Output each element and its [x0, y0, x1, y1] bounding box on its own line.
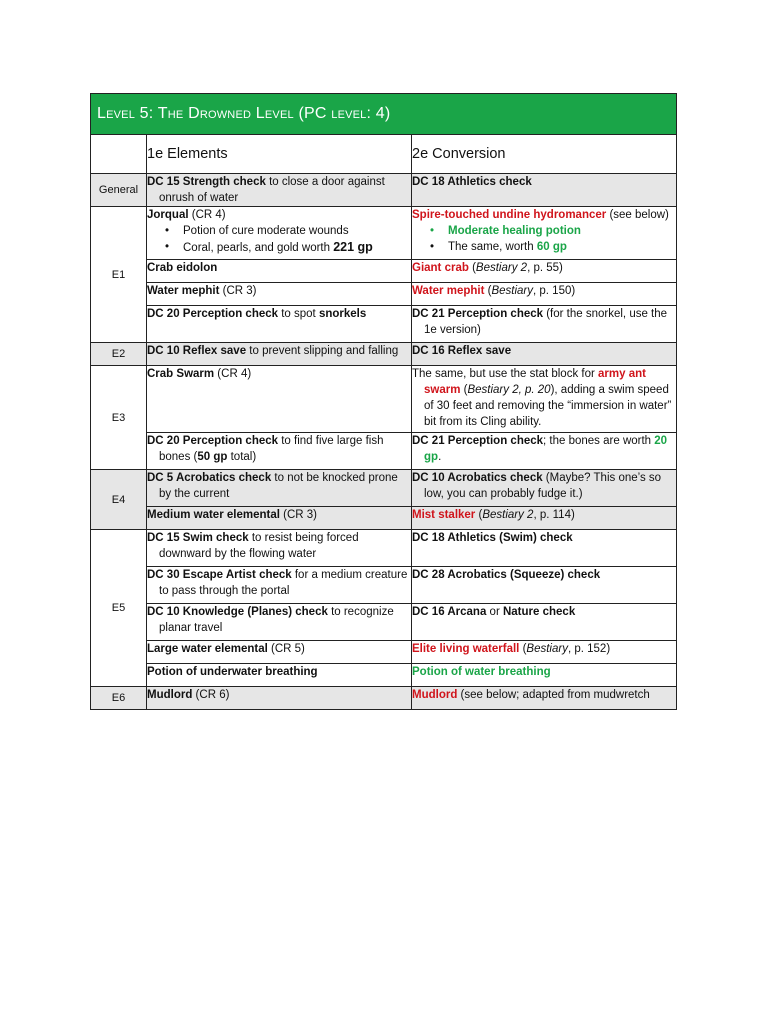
table-row-crab-swarm [91, 366, 677, 433]
cell-1e: Medium water elemental (CR 3) [147, 507, 412, 530]
cell-2e: Spire-touched undine hydromancer (see below) • Moderate healing potion • The same, worth 60 gp [412, 207, 677, 260]
encounter-label: E6 [91, 687, 147, 710]
cell-2e: Water mephit (Bestiary, p. 150) [412, 283, 677, 306]
table-row-breathing [91, 664, 677, 687]
table-row-water-mephit [91, 283, 677, 306]
cell-1e: Crab Swarm (CR 4) [147, 366, 412, 433]
table-row-perception-snorkels [91, 306, 677, 343]
cell-1e: DC 20 Perception check to spot snorkels [147, 306, 412, 343]
table-row-medium-elemental [91, 507, 677, 530]
table-row-general [91, 174, 677, 207]
cell-1e: DC 30 Escape Artist check for a medium creature to pass through the portal [147, 567, 412, 604]
header-blank [91, 135, 147, 174]
table-row-acrobatics [91, 470, 677, 507]
cell-1e: DC 10 Reflex save to prevent slipping and falling [147, 343, 412, 366]
encounter-label: E2 [91, 343, 147, 366]
cell-1e: Crab eidolon [147, 260, 412, 283]
title-row [91, 94, 677, 135]
cell-1e: Jorqual (CR 4) • Potion of cure moderate wounds • Coral, pearls, and gold worth 221 gp [147, 207, 412, 260]
table-row-reflex [91, 343, 677, 366]
cell-1e: Large water elemental (CR 5) [147, 641, 412, 664]
table-row-crab-eidolon [91, 260, 677, 283]
cell-2e: DC 16 Arcana or Nature check [412, 604, 677, 641]
header-1e: 1e Elements [147, 135, 412, 174]
cell-2e: DC 10 Acrobatics check (Maybe? This one’s so low, you can probably fudge it.) [412, 470, 677, 507]
cell-1e: Mudlord (CR 6) [147, 687, 412, 710]
header-2e: 2e Conversion [412, 135, 677, 174]
cell-1e: Water mephit (CR 3) [147, 283, 412, 306]
cell-2e: DC 18 Athletics check [412, 174, 677, 207]
list-item: • Potion of cure moderate wounds [183, 223, 411, 239]
cell-2e: DC 16 Reflex save [412, 343, 677, 366]
cell-2e: DC 28 Acrobatics (Squeeze) check [412, 567, 677, 604]
cell-1e: Potion of underwater breathing [147, 664, 412, 687]
cell-2e: Giant crab (Bestiary 2, p. 55) [412, 260, 677, 283]
encounter-label: E5 [91, 530, 147, 687]
cell-1e: DC 5 Acrobatics check to not be knocked prone by the current [147, 470, 412, 507]
cell-2e: DC 18 Athletics (Swim) check [412, 530, 677, 567]
conversion-table [90, 93, 677, 710]
table-row-large-elemental [91, 641, 677, 664]
cell-2e: Elite living waterfall (Bestiary, p. 152) [412, 641, 677, 664]
cell-2e: Mudlord (see below; adapted from mudwretch [412, 687, 677, 710]
table-row-knowledge [91, 604, 677, 641]
cell-1e: DC 20 Perception check to find five large fish bones (50 gp total) [147, 433, 412, 470]
table-row-fish-bones [91, 433, 677, 470]
table-row-jorqual [91, 207, 677, 260]
list-item: • Moderate healing potion [448, 223, 676, 239]
cell-1e: DC 15 Strength check to close a door against onrush of water [147, 174, 412, 207]
cell-2e: The same, but use the stat block for army ant swarm (Bestiary 2, p. 20), adding a swim speed of 30 feet and removing the “immersion in water” bit from its Cling ability. [412, 366, 677, 433]
cell-2e: Mist stalker (Bestiary 2, p. 114) [412, 507, 677, 530]
table-title: Level 5: The Drowned Level (PC level: 4) [91, 94, 677, 135]
cell-1e: DC 15 Swim check to resist being forced downward by the flowing water [147, 530, 412, 567]
table-row-escape [91, 567, 677, 604]
table-row-swim [91, 530, 677, 567]
header-row [91, 135, 677, 174]
encounter-label: E3 [91, 366, 147, 470]
cell-2e: Potion of water breathing [412, 664, 677, 687]
encounter-label: E4 [91, 470, 147, 530]
encounter-label: General [91, 174, 147, 207]
cell-1e: DC 10 Knowledge (Planes) check to recognize planar travel [147, 604, 412, 641]
list-item: • The same, worth 60 gp [448, 239, 676, 255]
encounter-label: E1 [91, 207, 147, 343]
list-item: • Coral, pearls, and gold worth 221 gp [183, 239, 411, 256]
table-row-mudlord [91, 687, 677, 710]
cell-2e: DC 21 Perception check; the bones are worth 20 gp. [412, 433, 677, 470]
cell-2e: DC 21 Perception check (for the snorkel, use the 1e version) [412, 306, 677, 343]
